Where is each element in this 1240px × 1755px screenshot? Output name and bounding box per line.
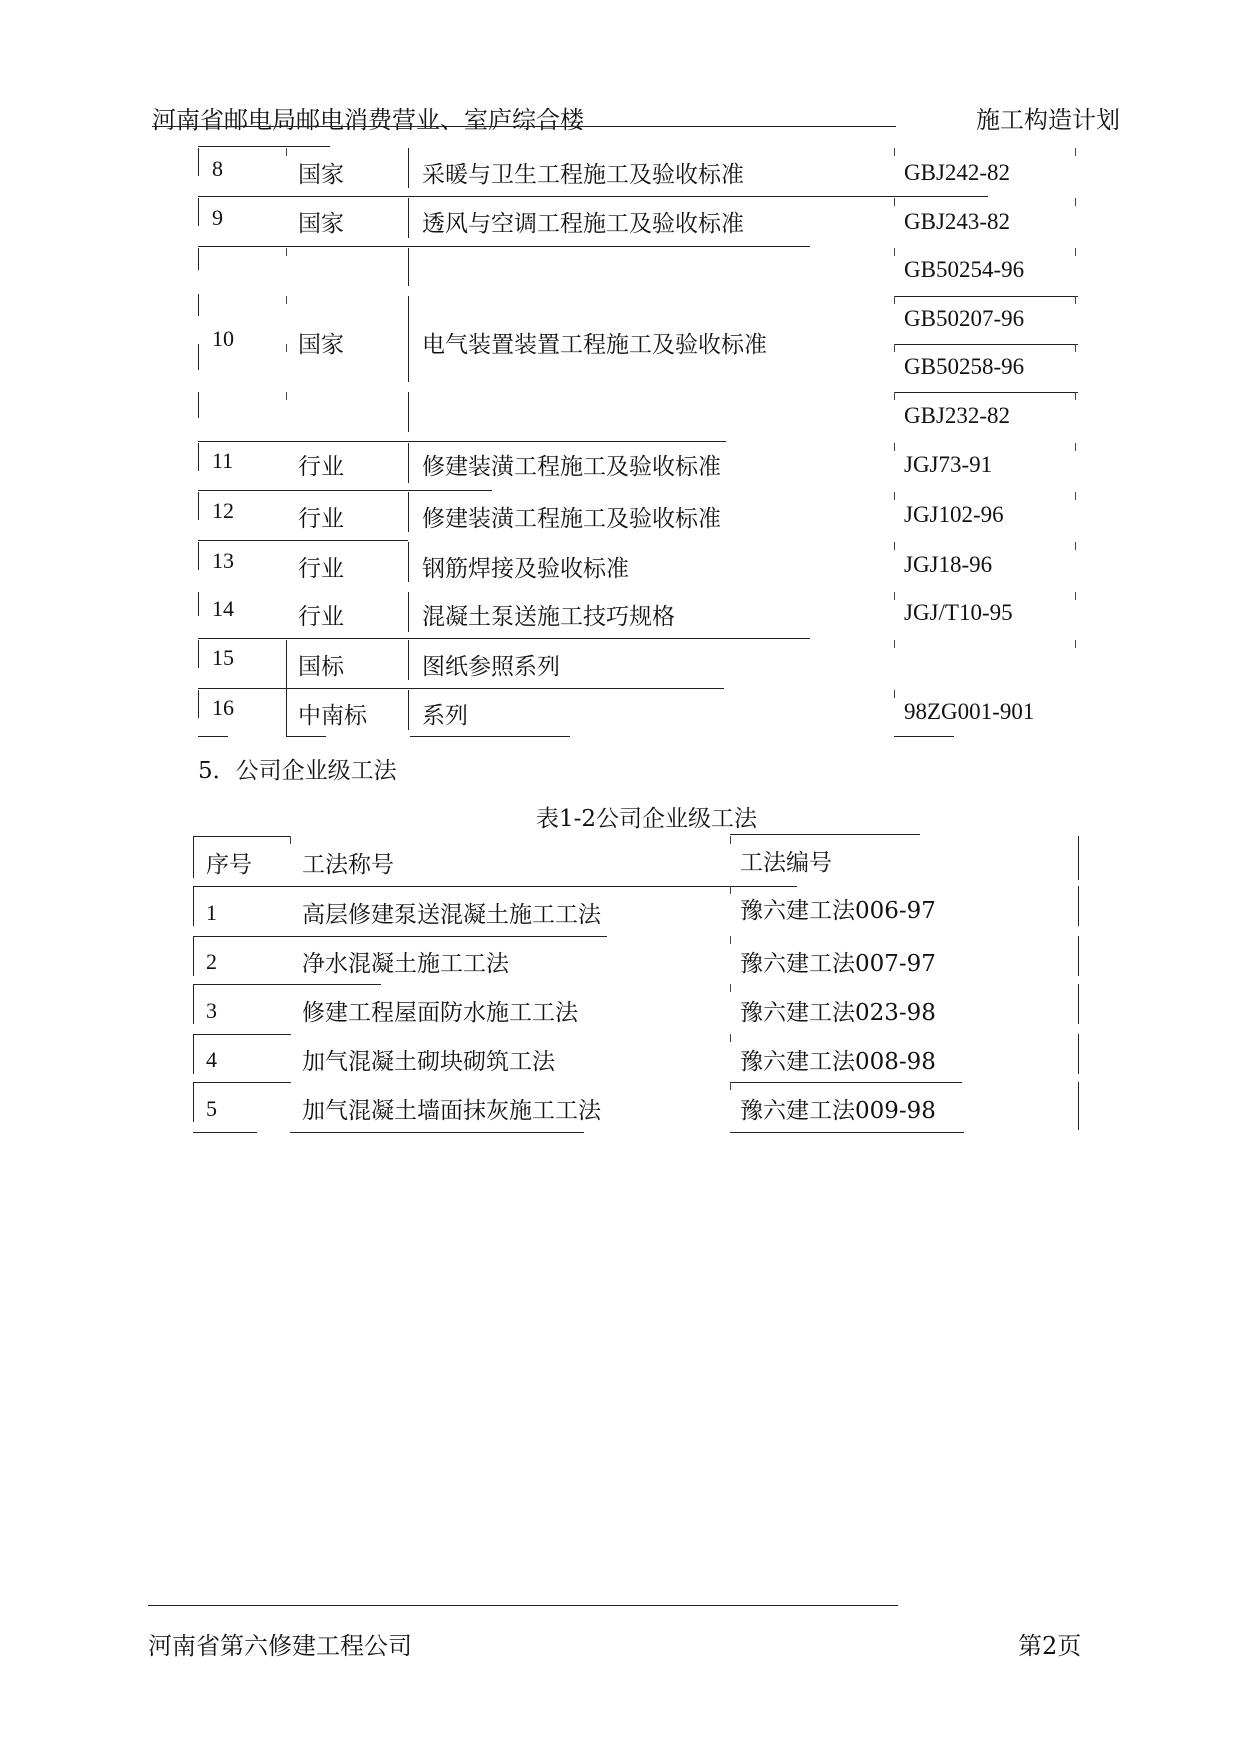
header-document-title: 施工构造计划	[976, 106, 1120, 134]
method-code: 豫六建工法006-97	[740, 898, 936, 924]
table-rule	[198, 246, 810, 247]
table-rule	[730, 1132, 964, 1133]
table-rule	[193, 1034, 194, 1074]
table-caption: 表1-2公司企业级工法	[536, 806, 758, 832]
table-rule	[286, 736, 326, 737]
row-standard-name: 修建装潢工程施工及验收标准	[422, 506, 721, 532]
row-standard-code: GBJ232-82	[904, 403, 1011, 428]
table-rule	[408, 592, 409, 632]
method-code: 豫六建工法007-97	[740, 951, 936, 977]
table-rule	[198, 148, 199, 176]
table-rule	[730, 984, 731, 992]
row-level: 行业	[298, 506, 344, 532]
table-rule	[894, 542, 895, 550]
table-rule	[1078, 984, 1079, 1024]
table-rule	[198, 540, 408, 541]
table-rule	[1075, 640, 1076, 648]
table-rule	[1075, 443, 1076, 451]
table-rule	[1075, 542, 1076, 550]
row-number: 3	[206, 998, 217, 1023]
table-rule	[894, 492, 895, 500]
table-rule	[894, 690, 895, 698]
header-rule	[152, 126, 896, 127]
table-rule	[894, 392, 895, 400]
row-standard-name: 系列	[422, 703, 468, 729]
table-rule	[198, 392, 199, 418]
table-rule	[408, 296, 409, 382]
table-rule	[408, 443, 409, 483]
table-rule	[193, 886, 194, 926]
table-rule	[198, 492, 199, 520]
table-rule	[730, 1034, 731, 1042]
row-standard-name: 图纸参照系列	[422, 654, 560, 680]
table-rule	[286, 148, 287, 156]
table-rule	[286, 344, 287, 352]
row-standard-name: 透风与空调工程施工及验收标准	[422, 211, 744, 237]
row-standard-code: JGJ73-91	[904, 452, 993, 477]
table-rule	[894, 592, 895, 600]
table-rule	[1078, 886, 1079, 926]
row-level: 中南标	[298, 703, 367, 729]
table-rule	[1078, 1082, 1079, 1130]
column-header: 工法称号	[302, 852, 394, 878]
table-rule	[1078, 1034, 1079, 1074]
table-rule	[894, 248, 895, 256]
table-rule	[730, 836, 731, 844]
row-number: 9	[212, 205, 223, 230]
row-level: 国家	[298, 162, 344, 188]
table-rule	[198, 443, 199, 471]
table-rule	[286, 248, 287, 256]
table-rule	[1075, 392, 1076, 400]
table-rule	[1075, 592, 1076, 600]
table-rule	[730, 834, 920, 835]
table-rule	[894, 392, 1078, 393]
header-project-title: 河南省邮电局邮电消费营业、室庐综合楼	[152, 106, 584, 134]
row-standard-name: 修建装潢工程施工及验收标准	[422, 454, 721, 480]
method-name: 高层修建泵送混凝土施工工法	[302, 902, 601, 928]
table-rule	[408, 492, 409, 532]
row-number: 8	[212, 156, 223, 181]
table-rule	[894, 198, 895, 206]
table-rule	[1078, 936, 1079, 976]
table-rule	[408, 248, 409, 286]
table-rule	[193, 984, 381, 985]
table-rule	[408, 392, 409, 432]
row-standard-name: 电气装置装置工程施工及验收标准	[422, 332, 767, 358]
row-number: 14	[212, 596, 234, 621]
table-rule	[730, 1082, 731, 1090]
table-rule	[408, 198, 409, 238]
row-standard-code: JGJ102-96	[904, 502, 1004, 527]
table-rule	[1078, 836, 1079, 880]
table-rule	[894, 296, 895, 304]
table-rule	[198, 294, 199, 316]
table-rule	[193, 936, 194, 976]
row-number: 4	[206, 1047, 217, 1072]
footer-company: 河南省第六修建工程公司	[148, 1632, 412, 1660]
row-number: 12	[212, 498, 234, 523]
footer-page-number: 第2页	[1018, 1632, 1082, 1660]
row-number: 2	[206, 949, 217, 974]
row-standard-code: GB50254-96	[904, 257, 1025, 282]
table-rule	[410, 736, 570, 737]
table-rule	[894, 344, 1078, 345]
table-rule	[290, 836, 291, 844]
table-rule	[193, 984, 194, 1024]
table-rule	[193, 1082, 194, 1122]
table-rule	[193, 836, 194, 878]
table-rule	[894, 736, 954, 737]
table-rule	[730, 936, 731, 944]
table-rule	[198, 640, 199, 668]
row-number: 15	[212, 645, 234, 670]
column-header: 工法编号	[740, 850, 832, 876]
table-rule	[894, 296, 1078, 297]
row-standard-code: JGJ18-96	[904, 552, 993, 577]
table-rule	[198, 736, 228, 737]
row-standard-code: GBJ243-82	[904, 209, 1011, 234]
table-rule	[193, 836, 291, 837]
table-rule	[408, 542, 409, 582]
table-rule	[894, 344, 895, 352]
table-rule	[198, 248, 199, 270]
table-rule	[408, 640, 409, 680]
table-rule	[193, 1132, 257, 1133]
table-rule	[1075, 296, 1076, 304]
section-heading: 5．公司企业级工法	[198, 758, 397, 784]
table-rule	[286, 392, 287, 400]
table-rule	[193, 886, 797, 887]
row-number: 10	[212, 326, 234, 351]
table-rule	[198, 542, 199, 570]
table-rule	[198, 198, 199, 226]
table-rule	[1075, 248, 1076, 256]
table-rule	[193, 936, 607, 937]
row-number: 13	[212, 548, 234, 573]
table-rule	[894, 443, 895, 451]
row-standard-code: JGJ/T10-95	[904, 600, 1013, 625]
table-rule	[894, 640, 895, 648]
row-standard-code: GB50207-96	[904, 306, 1025, 331]
table-rule	[1075, 492, 1076, 500]
table-rule	[198, 592, 199, 616]
row-level: 国家	[298, 332, 344, 358]
table-rule	[894, 148, 895, 156]
table-rule	[198, 688, 724, 689]
row-standard-name: 钢筋焊接及验收标准	[422, 556, 629, 582]
method-code: 豫六建工法009-98	[740, 1098, 936, 1124]
table-rule	[198, 146, 330, 147]
column-header: 序号	[206, 852, 252, 878]
row-standard-name: 采暖与卫生工程施工及验收标准	[422, 162, 744, 188]
row-standard-name: 混凝土泵送施工技巧规格	[422, 604, 675, 630]
table-rule	[198, 196, 988, 197]
row-level: 行业	[298, 454, 344, 480]
table-rule	[408, 690, 409, 730]
row-number: 1	[206, 900, 217, 925]
table-rule	[198, 690, 199, 718]
row-number: 16	[212, 695, 234, 720]
table-rule	[193, 1082, 291, 1083]
table-rule	[286, 296, 287, 304]
row-standard-code: 98ZG001-901	[904, 699, 1035, 724]
row-number: 5	[206, 1096, 217, 1121]
table-rule	[730, 886, 731, 894]
footer-rule	[148, 1605, 898, 1606]
table-rule	[1075, 344, 1076, 352]
table-rule	[198, 441, 726, 442]
method-name: 加气混凝土墙面抹灰施工工法	[302, 1098, 601, 1124]
row-standard-code: GBJ242-82	[904, 160, 1011, 185]
table-rule	[730, 1082, 962, 1083]
row-number: 11	[212, 448, 234, 473]
row-level: 国标	[298, 654, 344, 680]
row-level: 行业	[298, 604, 344, 630]
table-rule	[1075, 198, 1076, 206]
table-rule	[193, 1034, 291, 1035]
table-rule	[1075, 148, 1076, 156]
method-name: 净水混凝土施工工法	[302, 951, 509, 977]
method-name: 修建工程屋面防水施工工法	[302, 1000, 578, 1026]
table-rule	[198, 638, 810, 639]
method-code: 豫六建工法023-98	[740, 1000, 936, 1026]
row-level: 国家	[298, 211, 344, 237]
table-rule	[286, 640, 287, 736]
method-name: 加气混凝土砌块砌筑工法	[302, 1049, 555, 1075]
row-level: 行业	[298, 556, 344, 582]
table-rule	[290, 1132, 584, 1133]
row-standard-code: GB50258-96	[904, 354, 1025, 379]
table-rule	[198, 490, 492, 491]
table-rule	[408, 148, 409, 188]
method-code: 豫六建工法008-98	[740, 1049, 936, 1075]
table-rule	[198, 344, 199, 370]
